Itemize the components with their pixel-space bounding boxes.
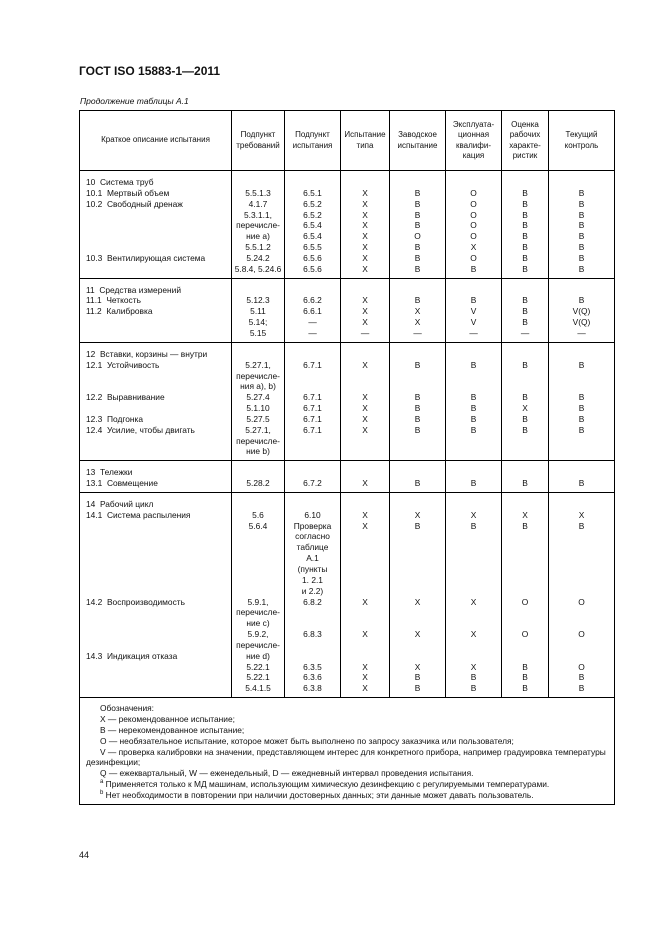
table-cell: B B B — [502, 278, 549, 342]
test-table [79, 110, 615, 805]
table-cell: X B X X X B B [390, 492, 446, 697]
table-cell: 10 Система труб 10.1 Мертвый объем 10.2 Свободный дренаж 10.3 Вентилирующая система [80, 171, 232, 279]
table-cell: X X X X X [341, 342, 390, 460]
table-notes-row [80, 698, 615, 805]
table-cell: B [446, 461, 502, 493]
legend-title: Обозначения: [100, 703, 154, 714]
table-cell: B V(Q) V(Q) — [549, 278, 615, 342]
footnote-b-mark: b [100, 790, 104, 797]
column-header: Эксплуата- ционная квалифи- кация [446, 111, 502, 171]
column-header: Краткое описание испытания [80, 111, 232, 171]
table-cell: 5.27.1, перечисле- ния а), b) 5.27.4 5.1.10 5.27.5 5.27.1, перечисле- ние b) [232, 342, 285, 460]
table-cell: B B X B B [502, 342, 549, 460]
table-cell: B [390, 461, 446, 493]
table-cell: B B B B B [390, 342, 446, 460]
table-cell: B B B B B B B B [549, 171, 615, 279]
table-cell: B B B B O B B B [390, 171, 446, 279]
table-cell: B V V — [446, 278, 502, 342]
table-cell: X [341, 461, 390, 493]
table-cell: 6.7.2 [285, 461, 341, 493]
column-header: Заводское испытание [390, 111, 446, 171]
table-continuation-caption: Продолжение таблицы А.1 [80, 96, 189, 106]
column-header: Текущий контроль [549, 111, 615, 171]
table-cell: B [502, 461, 549, 493]
legend-item: Q — ежеквартальный, W — еженедельный, D — ежедневный интервал проведения испытания. [100, 768, 474, 779]
table-cell: B B B B B [446, 342, 502, 460]
table-cell: 5.28.2 [232, 461, 285, 493]
column-header: Испытание типа [341, 111, 390, 171]
footnote-a-text: Применяется только к МД машинам, использующим химическую дезинфекцию с регулируемыми температурами. [105, 779, 550, 790]
legend-notes [80, 698, 615, 805]
table-cell: X X X X X X X X [341, 171, 390, 279]
legend-item: X — рекомендованное испытание; [100, 713, 235, 724]
footnote-b [86, 790, 608, 801]
footnote-a [86, 779, 608, 790]
footnote-a-mark: а [100, 779, 104, 786]
table-cell: 6.6.2 6.6.1 — — [285, 278, 341, 342]
table-cell: X X X — [341, 278, 390, 342]
table-row [80, 461, 615, 493]
table-cell: B B B B B B B B [502, 171, 549, 279]
table-row [80, 342, 615, 460]
table-cell: X B O O O B B [549, 492, 615, 697]
table-cell: B [549, 461, 615, 493]
table-cell: B X X — [390, 278, 446, 342]
table-header-row [80, 111, 615, 171]
legend-item: V — проверка калибровки на значении, представляющем интерес для конкретного прибора, например градуировка температуры дезинфекции; [86, 746, 606, 768]
table-row [80, 171, 615, 279]
legend-item: B — нерекомендованное испытание; [100, 724, 245, 735]
table-cell: 6.10 Проверка согласно таблице А.1 (пункты 1. 2.1 и 2.2) 6.8.2 6.8.3 6.3.5 6.3.6 6.3.8 [285, 492, 341, 697]
table-cell: X X X X X X X [341, 492, 390, 697]
table-cell: 5.5.1.3 4.1.7 5.3.1.1, перечисле- ние а) 5.5.1.2 5.24.2 5.8.4, 5.24.6 [232, 171, 285, 279]
column-header: Подпункт испытания [285, 111, 341, 171]
standard-title: ГОСТ ISO 15883-1—2011 [79, 64, 221, 78]
table-cell: 5.12.3 5.11 5.14; 5.15 [232, 278, 285, 342]
table-row [80, 278, 615, 342]
table-cell: 14 Рабочий цикл 14.1 Система распыления 14.2 Воспроизводимость 14.3 Индикация отказа [80, 492, 232, 697]
table-cell: 12 Вставки, корзины — внутри 12.1 Устойчивость 12.2 Выравнивание 12.3 Подгонка 12.4 Усилие, чтобы двигать [80, 342, 232, 460]
table-cell: 5.6 5.6.4 5.9.1, перечисле- ние с) 5.9.2, перечисле- ние d) 5.22.1 5.22.1 5.4.1.5 [232, 492, 285, 697]
column-header: Подпункт требований [232, 111, 285, 171]
table-cell: X B O O B B B [502, 492, 549, 697]
table-cell: 13 Тележки 13.1 Совмещение [80, 461, 232, 493]
table-cell: 6.5.1 6.5.2 6.5.2 6.5.4 6.5.4 6.5.5 6.5.6 6.5.6 [285, 171, 341, 279]
footnote-b-text: Нет необходимости в повторении при наличии достоверных данных; эти данные может давать пользователь. [105, 789, 534, 800]
table-cell: 11 Средства измерений 11.1 Четкость 11.2 Калибровка [80, 278, 232, 342]
table-cell: 6.7.1 6.7.1 6.7.1 6.7.1 6.7.1 [285, 342, 341, 460]
page-number: 44 [79, 850, 90, 860]
table-row [80, 492, 615, 697]
legend-item: O — необязательное испытание, которое может быть выполнено по запросу заказчика или пользователя; [100, 735, 514, 746]
table-cell: X B X X X B B [446, 492, 502, 697]
column-header: Оценка рабочих характе- ристик [502, 111, 549, 171]
table-cell: B B B B B [549, 342, 615, 460]
table-cell: O O O O O X O B [446, 171, 502, 279]
